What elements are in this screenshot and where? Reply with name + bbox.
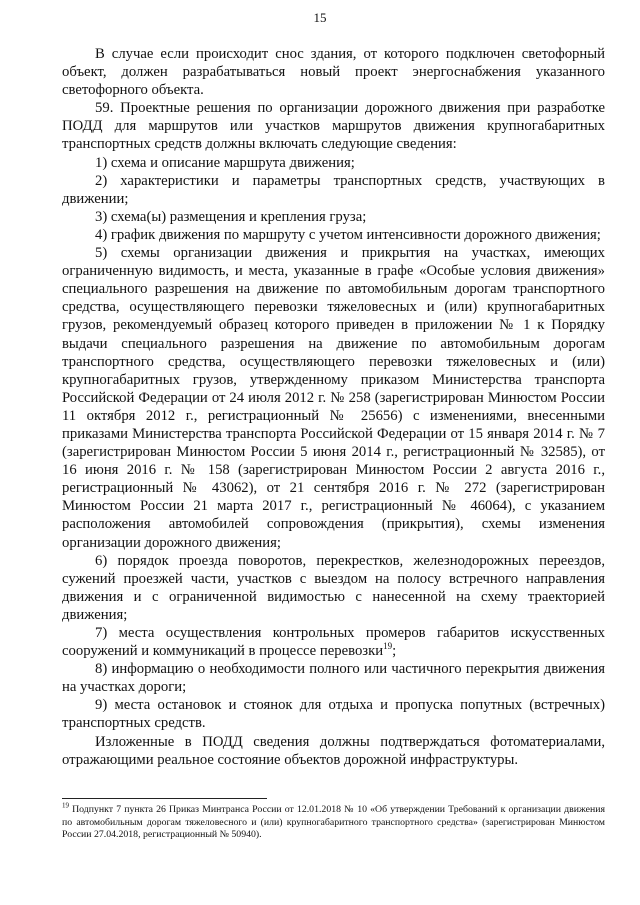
paragraph-photo-evidence: Изложенные в ПОДД сведения должны подтверждаться фотоматериалами, отражающими реальное состояние объектов дорожной инфраструктуры. bbox=[62, 733, 605, 768]
document-body bbox=[62, 45, 605, 769]
list-item-2: 2) характеристики и параметры транспортных средств, участвующих в движении; bbox=[62, 172, 605, 207]
list-item-4: 4) график движения по маршруту с учетом интенсивности дорожного движения; bbox=[95, 226, 601, 243]
list-item-7 bbox=[62, 624, 605, 660]
footnote-text: Подпункт 7 пункта 26 Приказ Минтранса России от 12.01.2018 № 10 «Об утверждении Требований к организации движения по автомобильным дорогам тяжеловесного и (или) крупногабаритного транспортного средства» (зарегистрирован Минюстом России 27.04.2018, регистрационный № 50940). bbox=[62, 804, 605, 841]
list-item-6: 6) порядок проезда поворотов, перекрестков, железнодорожных переездов, сужений проезжей части, участков с выездом на полосу встречного направления движения и с ограниченной видимостью с нанесенной на схему траекторией движения; bbox=[62, 552, 605, 623]
list-item-3: 3) схема(ы) размещения и крепления груза; bbox=[95, 208, 367, 225]
list-item-5: 5) схемы организации движения и прикрытия на участках, имеющих ограниченную видимость, и места, указанные в графе «Особые условия движения» специального разрешения на движение по автомобильным дорогам транспортного средства, осуществляющего перевозки тяжеловесных и (или) крупногабаритных грузов, рекомендуемый образец которого приведен в приложении № 1 к Порядку выдачи специального разрешения на движение по автомобильным дорогам транспортного средства, осуществляющего перевозки тяжеловесных и (или) крупногабаритных грузов, утвержденному приказом Министерства транспорта Российской Федерации от 24 июля 2012 г. № 258 (зарегистрирован Минюстом России 11 октября 2012 г., регистрационный № 25656) с изменениями, внесенными приказами Министерства транспорта Российской Федерации от 15 января 2014 г. № 7 (зарегистрирован Минюстом России 5 июня 2014 г., регистрационный № 32585), от 16 июня 2016 г. № 158 (зарегистрирован Минюстом России 2 августа 2016 г., регистрационный № 43062), от 21 сентября 2016 г. № 272 (зарегистрирован Минюстом России 21 марта 2017 г., регистрационный № 46064), с указанием расположения автомобилей сопровождения (прикрытия), схемы изменения организации дорожного движения; bbox=[62, 245, 605, 551]
footnote-number: 19 bbox=[62, 801, 69, 810]
footnote bbox=[62, 801, 605, 842]
footnote-reference[interactable]: 19 bbox=[383, 641, 393, 652]
list-item-7-tail: ; bbox=[392, 643, 397, 660]
paragraph-building-demolition: В случае если происходит снос здания, от которого подключен светофорный объект, должен разрабатываться новый проект энергоснабжения указанного светофорного объекта. bbox=[62, 46, 605, 99]
footnote-divider bbox=[62, 798, 267, 799]
list-item-1: 1) схема и описание маршрута движения; bbox=[95, 154, 355, 171]
list-item-9: 9) места остановок и стоянок для отдыха и пропуска попутных (встречных) транспортных средств. bbox=[62, 697, 605, 732]
list-item-7-text: 7) места осуществления контрольных промеров габаритов искусственных сооружений и коммуникаций в процессе перевозки bbox=[62, 625, 605, 660]
paragraph-59-intro: 59. Проектные решения по организации дорожного движения при разработке ПОДД для маршрутов или участков маршрутов движения крупногабаритных транспортных средств должны включать следующие сведения: bbox=[62, 100, 605, 153]
list-item-8: 8) информацию о необходимости полного или частичного перекрытия движения на участках дороги; bbox=[62, 661, 605, 696]
page-number: 15 bbox=[313, 10, 327, 25]
